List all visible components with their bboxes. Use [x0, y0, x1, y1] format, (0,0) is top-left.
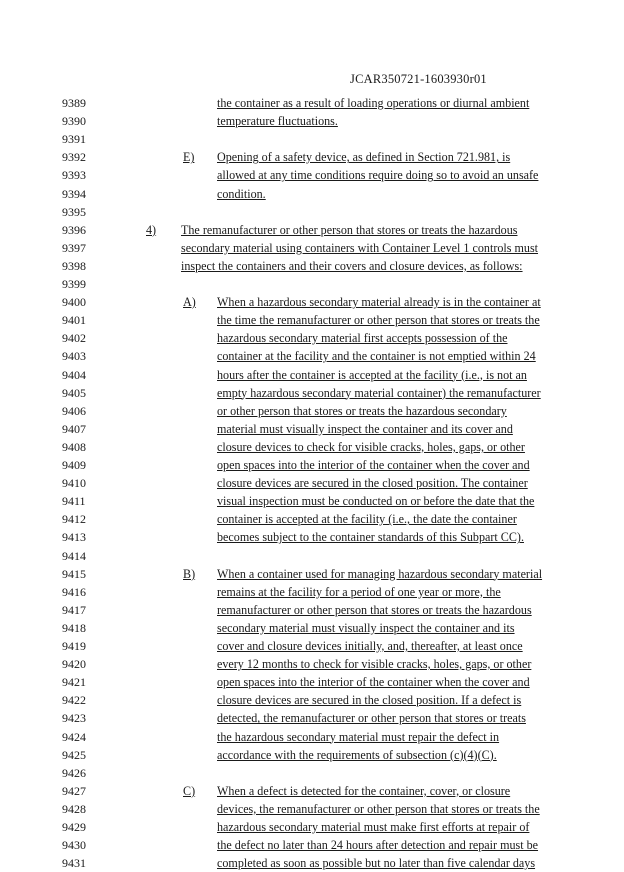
line-number: 9408 [62, 439, 86, 454]
line-number: 9395 [62, 204, 86, 219]
document-line [0, 402, 624, 420]
paragraph-label: A) [183, 295, 196, 310]
line-text: the time the remanufacturer or other person that stores or treats the [217, 313, 540, 328]
line-number: 9405 [62, 385, 86, 400]
document-line [0, 275, 624, 293]
document-line [0, 130, 624, 148]
document-line [0, 565, 624, 583]
line-number: 9401 [62, 313, 86, 328]
document-line [0, 347, 624, 365]
document-line [0, 456, 624, 474]
line-number: 9431 [62, 856, 86, 871]
document-line [0, 547, 624, 565]
document-line [0, 438, 624, 456]
line-text: open spaces into the interior of the container when the cover and [217, 675, 530, 690]
line-text: empty hazardous secondary material container) the remanufacturer [217, 385, 541, 400]
line-number: 9429 [62, 820, 86, 834]
line-number: 9398 [62, 258, 86, 273]
line-number: 9407 [62, 421, 86, 436]
line-number: 9422 [62, 693, 86, 708]
line-text: closure devices are secured in the closed position. The container [217, 476, 528, 491]
document-line [0, 221, 624, 239]
line-text: The remanufacturer or other person that stores or treats the hazardous [181, 222, 518, 237]
document-line [0, 818, 624, 836]
line-text: temperature fluctuations. [217, 114, 338, 129]
line-text: container is accepted at the facility (i.e., the date the container [217, 512, 517, 527]
document-line [0, 764, 624, 782]
line-text: secondary material using containers with Container Level 1 controls must [181, 240, 539, 255]
line-number: 9390 [62, 114, 86, 129]
line-text: the defect no later than 24 hours after detection and repair must be [217, 838, 539, 853]
line-text: or other person that stores or treats the hazardous secondary [217, 403, 507, 418]
document-line [0, 637, 624, 655]
line-text: becomes subject to the container standards of this Subpart CC). [217, 530, 524, 545]
document-line [0, 655, 624, 673]
document-line [0, 709, 624, 727]
document-id-header: JCAR350721-1603930r01 [350, 72, 487, 86]
line-text: detected, the remanufacturer or other person that stores or treats [217, 711, 526, 726]
document-line [0, 583, 624, 601]
line-number: 9425 [62, 747, 86, 762]
document-line [0, 185, 624, 203]
line-text: visual inspection must be conducted on or before the date that the [217, 494, 535, 509]
document-line [0, 836, 624, 854]
line-text: material must visually inspect the container and its cover and [217, 421, 513, 436]
line-text: open spaces into the interior of the container when the cover and [217, 458, 530, 472]
line-number: 9411 [62, 494, 86, 509]
line-text: condition. [217, 186, 266, 201]
line-number: 9396 [62, 222, 86, 237]
line-number: 9419 [62, 639, 86, 653]
line-number: 9413 [62, 530, 86, 545]
document-line [0, 601, 624, 619]
line-number: 9416 [62, 584, 86, 599]
document-line [0, 203, 624, 221]
line-text: closure devices are secured in the closed position. If a defect is [217, 693, 522, 708]
line-number: 9426 [62, 765, 86, 780]
document-line [0, 854, 624, 872]
line-number: 9392 [62, 150, 86, 165]
line-text: inspect the containers and their covers and closure devices, as follows: [181, 258, 523, 273]
document-line [0, 528, 624, 546]
line-number: 9414 [62, 548, 86, 563]
line-text: remanufacturer or other person that stores or treats the hazardous [217, 602, 532, 617]
document-line [0, 619, 624, 637]
document-line [0, 510, 624, 528]
document-line [0, 420, 624, 438]
document-line [0, 782, 624, 800]
line-number: 9423 [62, 711, 86, 726]
line-text: Opening of a safety device, as defined in Section 721.981, is [217, 150, 511, 165]
document-line [0, 329, 624, 347]
line-text: hazardous secondary material must make first efforts at repair of [217, 820, 530, 834]
document-line [0, 366, 624, 384]
line-text: When a container used for managing hazardous secondary material [217, 566, 543, 581]
line-text: every 12 months to check for visible cracks, holes, gaps, or other [217, 657, 532, 672]
document-line [0, 94, 624, 112]
line-number: 9410 [62, 476, 86, 491]
line-number: 9424 [62, 729, 86, 744]
line-text: the container as a result of loading operations or diurnal ambient [217, 96, 530, 110]
line-text: cover and closure devices initially, and, thereafter, at least once [217, 639, 523, 653]
line-number: 9402 [62, 331, 86, 346]
line-text: When a defect is detected for the container, cover, or closure [217, 783, 511, 798]
line-text: accordance with the requirements of subsection (c)(4)(C). [217, 747, 497, 762]
document-line [0, 293, 624, 311]
line-number: 9428 [62, 801, 86, 816]
document-line [0, 746, 624, 764]
paragraph-label: B) [183, 566, 196, 581]
line-number: 9420 [62, 657, 86, 672]
document-line [0, 239, 624, 257]
line-text: remains at the facility for a period of one year or more, the [217, 584, 501, 599]
line-number: 9417 [62, 602, 86, 617]
paragraph-label: C) [183, 783, 196, 798]
line-number: 9399 [62, 277, 86, 291]
document-line [0, 800, 624, 818]
document-line [0, 728, 624, 746]
document-line [0, 691, 624, 709]
line-text: container at the facility and the container is not emptied within 24 [217, 349, 536, 364]
line-number: 9412 [62, 512, 86, 527]
line-number: 9404 [62, 367, 86, 382]
document-line [0, 112, 624, 130]
line-number: 9415 [62, 566, 86, 581]
document-line [0, 474, 624, 492]
document-line [0, 148, 624, 166]
paragraph-label: E) [183, 150, 195, 165]
line-text: allowed at any time conditions require doing so to avoid an unsafe [217, 168, 539, 183]
line-number: 9421 [62, 675, 86, 690]
line-number: 9418 [62, 620, 86, 635]
line-number: 9403 [62, 349, 86, 364]
document-line [0, 673, 624, 691]
line-number: 9394 [62, 186, 86, 201]
paragraph-label: 4) [146, 222, 157, 237]
line-number: 9393 [62, 168, 86, 183]
document-line [0, 492, 624, 510]
document-line [0, 166, 624, 184]
line-text: When a hazardous secondary material already is in the container at [217, 295, 541, 310]
line-number: 9400 [62, 295, 86, 310]
line-number: 9409 [62, 458, 86, 472]
line-text: closure devices to check for visible cracks, holes, gaps, or other [217, 439, 525, 454]
line-text: the hazardous secondary material must repair the defect in [217, 729, 500, 744]
line-number: 9389 [62, 96, 86, 110]
line-text: secondary material must visually inspect the container and its [217, 620, 515, 635]
document-line [0, 311, 624, 329]
document-line [0, 384, 624, 402]
line-number: 9427 [62, 783, 86, 798]
line-text: devices, the remanufacturer or other person that stores or treats the [217, 801, 540, 816]
line-text: hours after the container is accepted at the facility (i.e., is not an [217, 367, 527, 382]
line-text: completed as soon as possible but no later than five calendar days [217, 856, 536, 871]
document-line [0, 257, 624, 275]
line-text: hazardous secondary material first accepts possession of the [217, 331, 508, 346]
line-number: 9397 [62, 240, 86, 255]
line-number: 9430 [62, 838, 86, 853]
line-number: 9406 [62, 403, 86, 418]
line-number: 9391 [62, 132, 86, 147]
